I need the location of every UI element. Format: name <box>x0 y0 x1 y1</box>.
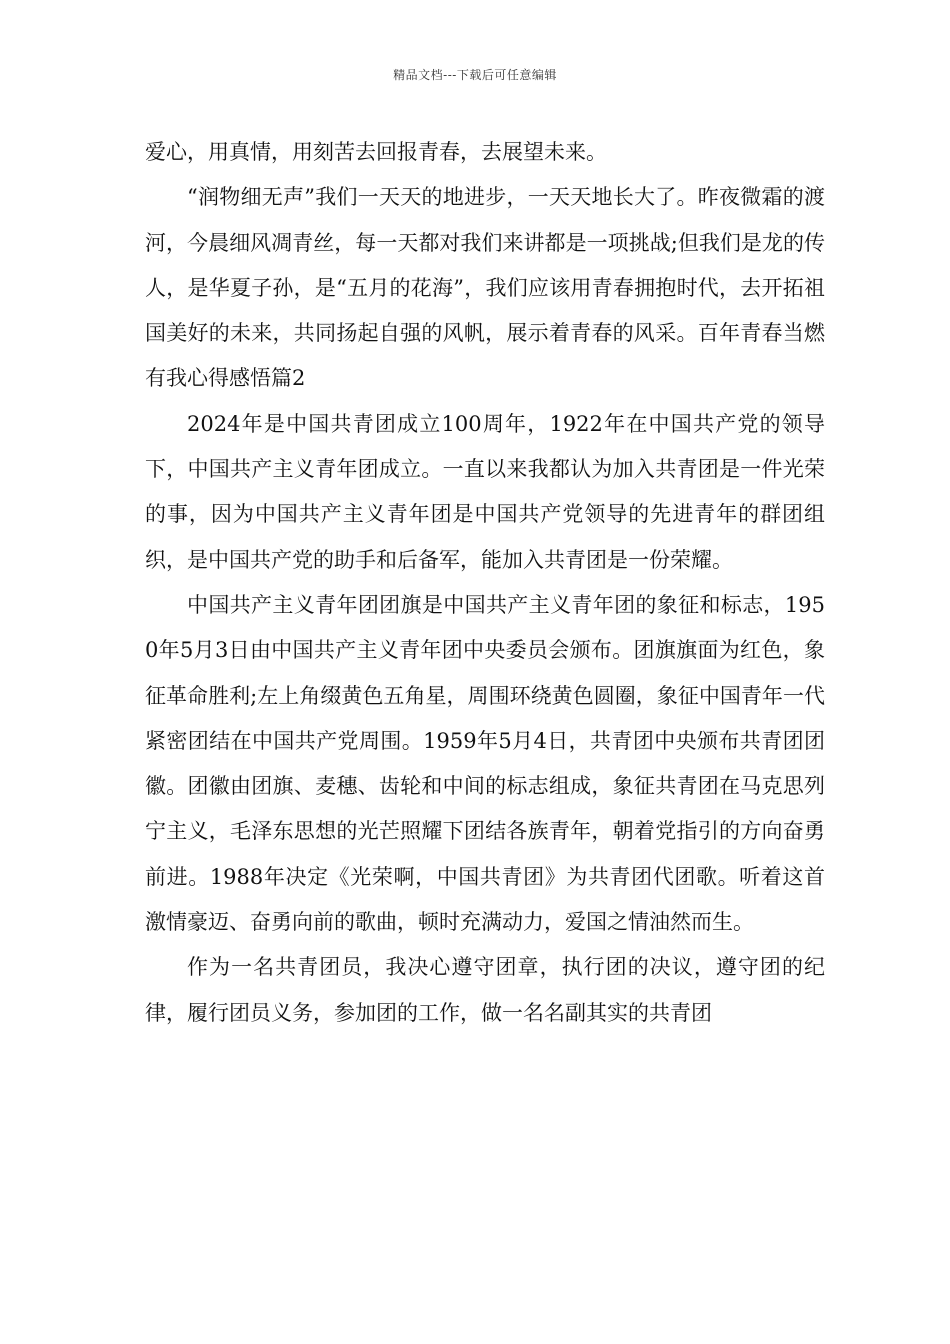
paragraph-1: 爱心，用真情，用刻苦去回报青春，去展望未来。 <box>145 140 607 164</box>
paragraph-2: “润物细无声”我们一天天的地进步，一天天地长大了。昨夜微霜的渡河，今晨细风凋青丝，每一天都对我们来讲都是一项挑战;但我们是龙的传人，是华夏子孙，是“五月的花海”，我们应该用青春拥抱时代，去开拓祖国美好的未来，共同扬起自强的风帆，展示着青春的风采。百年青春当燃有我心得感悟篇2 <box>145 185 825 391</box>
paragraph-3: 2024年是中国共青团成立100周年，1922年在中国共产党的领导下，中国共产主义青年团成立。一直以来我都认为加入共青团是一件光荣的事，因为中国共产主义青年团是中国共产党领导的先进青年的群团组织，是中国共产党的助手和后备军，能加入共青团是一份荣耀。 <box>145 411 825 572</box>
paragraph-5: 作为一名共青团员，我决心遵守团章，执行团的决议，遵守团的纪律，履行团员义务，参加团的工作，做一名名副其实的共青团 <box>145 955 825 1025</box>
page-header: 精品文档---下载后可任意编辑 <box>393 68 557 82</box>
document-body <box>145 130 825 1036</box>
paragraph-4: 中国共产主义青年团团旗是中国共产主义青年团的象征和标志，1950年5月3日由中国共产主义青年团中央委员会颁布。团旗旗面为红色，象征革命胜利;左上角缀黄色五角星，周围环绕黄色圆圈，象征中国青年一代紧密团结在中国共产党周围。1959年5月4日，共青团中央颁布共青团团徽。团徽由团旗、麦穗、齿轮和中间的标志组成，象征共青团在马克思列宁主义，毛泽东思想的光芒照耀下团结各族青年，朝着党指引的方向奋勇前进。1988年决定《光荣啊，中国共青团》为共青团代团歌。听着这首激情豪迈、奋勇向前的歌曲，顿时充满动力，爱国之情油然而生。 <box>145 592 825 935</box>
